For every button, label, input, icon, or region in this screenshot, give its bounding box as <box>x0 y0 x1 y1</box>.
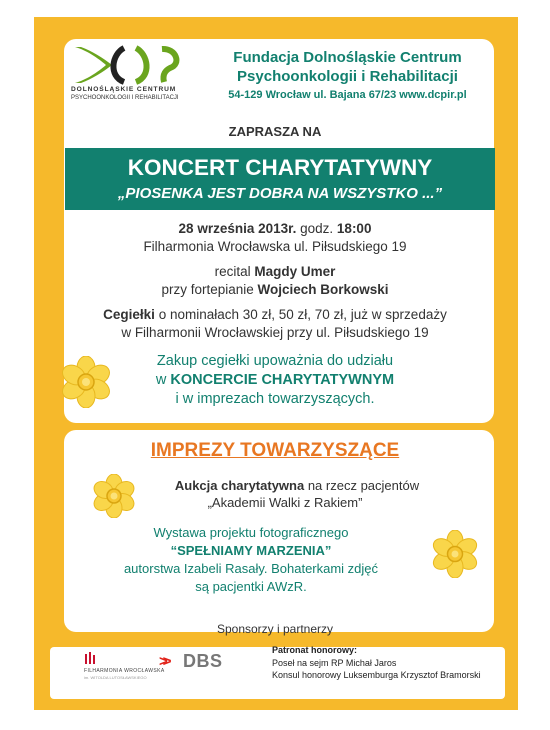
org-address: 54-129 Wrocław ul. Bajana 67/23 www.dcpir.pl <box>228 89 467 101</box>
concert-banner <box>65 148 495 210</box>
pianist-name: Wojciech Borkowski <box>257 282 389 297</box>
tickets-line2: w Filharmonii Wrocławskiej przy ul. Piłsudskiego 19 <box>121 325 429 340</box>
piano-line <box>0 282 550 297</box>
tickets-label: Cegiełki <box>103 307 155 322</box>
exhibition-line1: Wystawa projektu fotograficznego <box>153 525 349 540</box>
filharmonia-logo-icon <box>75 652 105 668</box>
events-title: IMPREZY TOWARZYSZĄCE <box>150 440 400 461</box>
purchase-note-line3: i w imprezach towarzyszących. <box>175 391 375 407</box>
recital-line <box>0 264 550 279</box>
sponsors-title: Sponsorzy i partnerzy <box>216 622 334 636</box>
piano-prefix: przy fortepianie <box>161 282 258 297</box>
exhibition-title: “SPEŁNIAMY MARZENIA” <box>170 543 332 558</box>
event-time-label: godz. <box>296 221 337 236</box>
org-name-line2: Psychoonkologii i Rehabilitacji <box>237 68 458 85</box>
singer-name: Magdy Umer <box>254 264 336 279</box>
concert-subtitle: „PIOSENKA JEST DOBRA NA WSZYSTKO ...” <box>117 185 443 202</box>
tickets-line1 <box>0 307 550 322</box>
daffodil-icon <box>430 530 480 578</box>
purchase-note-bold: KONCERCIE CHARYTATYWNYM <box>170 372 395 388</box>
purchase-note-line1: Zakup cegiełki upoważnia do udziału <box>156 353 394 369</box>
logo-text-line2: PSYCHOONKOLOGII I REHABILITACJI <box>71 95 179 101</box>
daffodil-icon <box>90 474 138 518</box>
tickets-prices: o nominałach 30 zł, 50 zł, 70 zł, już w sprzedaży <box>154 307 447 322</box>
auction-rest: na rzecz pacjentów <box>304 478 420 493</box>
invite-heading: ZAPRASZA NA <box>228 124 322 139</box>
org-name-line1: Fundacja Dolnośląskie Centrum <box>233 49 462 66</box>
exhibition-line3: autorstwa Izabeli Rasały. Bohaterkami zdjęć <box>123 561 379 576</box>
dcpir-logo-icon <box>72 44 190 86</box>
patronage-line2: Konsul honorowy Luksemburga Krzysztof Bramorski <box>272 670 481 680</box>
logo-text-line1: DOLNOŚLĄSKIE CENTRUM <box>71 86 177 93</box>
daffodil-icon <box>58 356 114 408</box>
dbs-arrows-icon: >> <box>159 653 167 670</box>
filharmonia-subname: im. WITOLDA LUTOSŁAWSKIEGO <box>84 675 147 680</box>
patronage-title: Patronat honorowy: <box>272 645 357 655</box>
dbs-logo-text: DBS <box>183 651 223 671</box>
recital-prefix: recital <box>214 264 255 279</box>
purchase-note-prefix: w <box>155 372 171 388</box>
event-date: 28 września 2013r. <box>178 221 297 236</box>
event-time: 18:00 <box>336 221 372 236</box>
concert-title: KONCERT CHARYTATYWNY <box>127 155 433 180</box>
patronage-line1: Poseł na sejm RP Michał Jaros <box>272 658 397 668</box>
event-venue: Filharmonia Wrocławska ul. Piłsudskiego 19 <box>143 239 407 254</box>
auction-line2: „Akademii Walki z Rakiem” <box>207 495 363 510</box>
exhibition-line4: są pacjentki AWzR. <box>195 579 307 594</box>
event-datetime <box>0 221 550 236</box>
filharmonia-name: FILHARMONIA WROCŁAWSKA <box>84 668 165 674</box>
auction-title: Aukcja charytatywna <box>174 478 305 493</box>
